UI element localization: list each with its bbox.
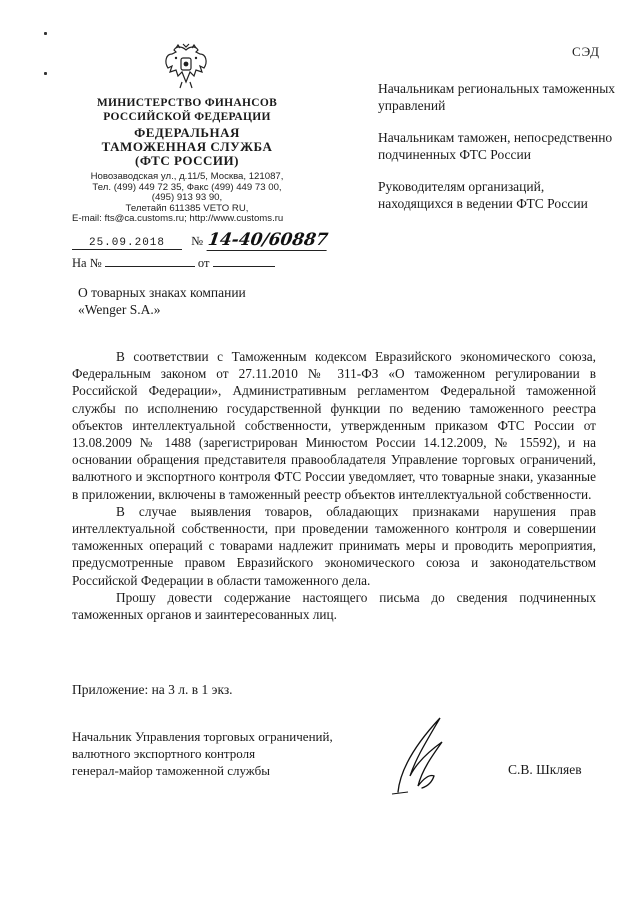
body-paragraph: В соответствии с Таможенным кодексом Евразийского экономического союза, Федеральным законом от 27.11.2010 № 311-ФЗ «О таможенном регулировании в Российской Федерации», Административным регламентом Федеральной таможенной службы по исполнению государственной функции по ведению таможенного реестра объектов интеллектуальной собственности, утвержденным приказом ФТС России от 13.08.2009 № 1488 (зарегистрирован Минюстом России 14.12.2009, № 15592), и на основании обращения представителя правообладателя Управление торговых ограничений, валютного и экспортного контроля ФТС России уведомляет, что товарные знаки, указанные в приложении, включены в таможенный реестр объектов интеллектуальной собственности.	[72, 349, 596, 502]
subject-line: О товарных знаках компании	[78, 285, 246, 300]
service-line: ФЕДЕРАЛЬНАЯ	[134, 125, 240, 140]
body-paragraph: В случае выявления товаров, обладающих признаками нарушения прав интеллектуальной собственности, при проведении таможенного контроля и совершении таможенных операций с товарами надлежит принимать меры и проводить мероприятия, предусмотренные правом Евразийского экономического союза и законодательством Российской Федерации в области таможенного дела.	[72, 503, 596, 588]
ministry-name	[72, 96, 302, 124]
registration-number: 14-40/60887	[206, 230, 330, 250]
phone: Тел. (499) 449 72 35, Факс (499) 449 73 00,	[92, 181, 282, 193]
service-line: ТАМОЖЕННАЯ СЛУЖБА	[101, 139, 273, 154]
number-label: №	[191, 234, 204, 248]
recipients-block	[378, 80, 618, 227]
reference-label: На №	[72, 256, 102, 270]
phone-secondary: (495) 913 93 90,	[151, 192, 223, 204]
letter-subject	[78, 284, 298, 318]
body-paragraph: Прошу довести содержание настоящего письма до сведения подчиненных таможенных органов и заинтересованных лиц.	[72, 589, 596, 623]
reference-number-blank	[105, 256, 195, 267]
from-label: от	[197, 256, 210, 270]
scan-speck	[44, 72, 47, 75]
letter-body	[72, 348, 596, 623]
recipient: Начальникам региональных таможенных управлений	[378, 81, 616, 113]
contact-block	[72, 172, 302, 225]
address: Новозаводская ул., д.11/5, Москва, 121087,	[90, 171, 284, 182]
registration-date: 25.09.2018	[72, 237, 182, 250]
handwritten-signature-icon	[382, 712, 462, 796]
recipient: Начальникам таможен, непосредственно подчиненных ФТС России	[378, 130, 613, 162]
subject-line: «Wenger S.A.»	[78, 302, 161, 317]
signer-title-line: генерал-майор таможенной службы	[72, 763, 270, 778]
coat-of-arms-emblem-icon	[162, 42, 210, 92]
ministry-line: МИНИСТЕРСТВО ФИНАНСОВ	[96, 97, 278, 109]
signer-title-line: валютного экспортного контроля	[72, 746, 256, 761]
teletype: Телетайп 611385 VETO RU,	[125, 202, 249, 214]
registration-line	[72, 230, 328, 251]
service-name	[72, 126, 302, 168]
email-website: E-mail: fts@ca.customs.ru; http://www.customs.ru	[72, 213, 284, 225]
reference-date-blank	[213, 256, 275, 267]
ministry-line: РОССИЙСКОЙ ФЕДЕРАЦИИ	[103, 111, 271, 123]
signer-name: С.В. Шкляев	[508, 762, 582, 777]
signer-title	[72, 728, 392, 779]
document-system-code: СЭД	[572, 44, 601, 59]
recipient: Руководителям организаций, находящихся в ведении ФТС России	[378, 179, 588, 211]
attachment-note: Приложение: на 3 л. в 1 экз.	[72, 682, 233, 697]
signer-title-line: Начальник Управления торговых ограничений,	[72, 729, 333, 744]
reference-line	[72, 256, 275, 271]
service-line: (ФТС РОССИИ)	[135, 153, 239, 168]
scan-speck	[44, 32, 47, 35]
